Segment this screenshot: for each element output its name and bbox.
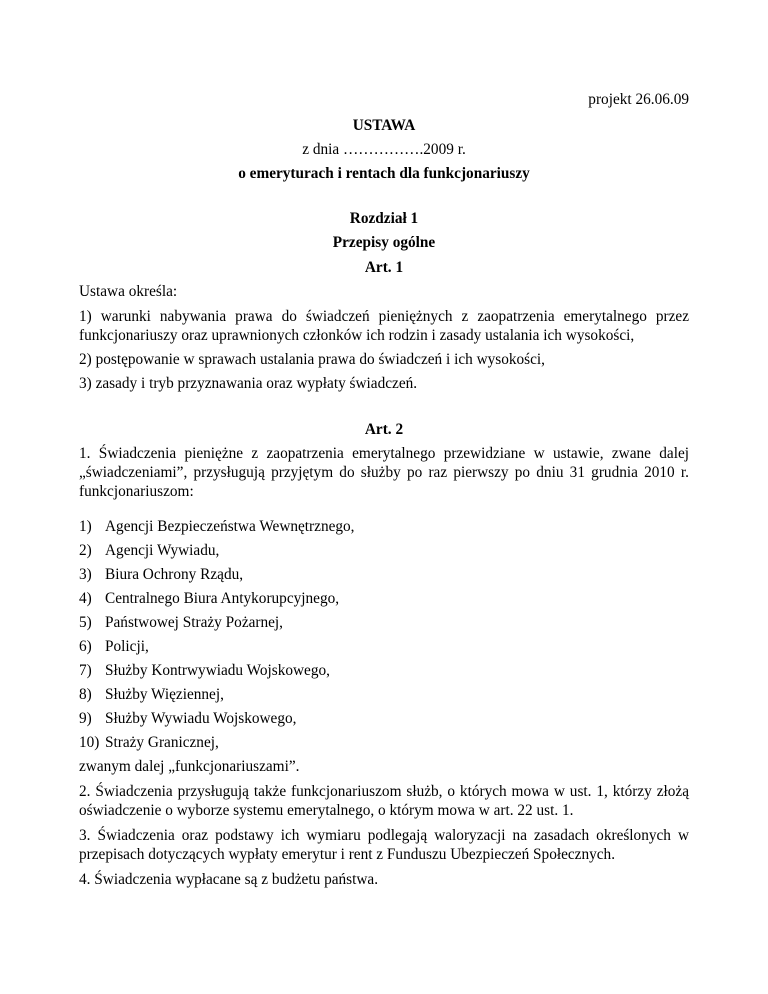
art2-list-item	[79, 733, 689, 752]
art2-paragraph-4: 4. Świadczenia wypłacane są z budżetu państwa.	[79, 871, 379, 888]
date-line: z dnia …………….2009 r.	[302, 141, 466, 158]
list-item-text: Agencji Wywiadu,	[105, 542, 220, 559]
chapter-subtitle: Przepisy ogólne	[332, 234, 436, 251]
act-subject: o emeryturach i rentach dla funkcjonariuszy	[238, 165, 530, 182]
list-item-text: Służby Kontrwywiadu Wojskowego,	[105, 662, 330, 679]
list-item-text: Służby Więziennej,	[105, 686, 224, 703]
art1-intro: Ustawa określa:	[79, 283, 178, 300]
art2-list-item	[79, 517, 689, 536]
art2-list-item	[79, 661, 689, 680]
art2-paragraph-3: 3. Świadczenia oraz podstawy ich wymiaru podlegają waloryzacji na zasadach określonych w przepisach dotyczących wypłaty emerytur i rent z Funduszu Ubezpieczeń Społecznych.	[79, 827, 689, 863]
list-item-number: 9)	[79, 710, 92, 727]
chapter-title: Rozdział 1	[349, 210, 419, 227]
art2-list-item	[79, 637, 689, 656]
list-item-number: 3)	[79, 566, 92, 583]
doc-type-title: USTAWA	[352, 117, 416, 134]
list-item-text: Państwowej Straży Pożarnej,	[105, 614, 283, 631]
list-item-text: Biura Ochrony Rządu,	[105, 566, 244, 583]
art2-list-item	[79, 685, 689, 704]
art2-paragraph-2: 2. Świadczenia przysługują także funkcjonariuszom służb, o których mowa w ust. 1, którzy złożą oświadczenie o wyborze systemu emerytalnego, o którym mowa w art. 22 ust. 1.	[79, 783, 689, 819]
list-item-number: 4)	[79, 590, 92, 607]
art2-list-item	[79, 709, 689, 728]
art1-item: 3) zasady i tryb przyznawania oraz wypłaty świadczeń.	[79, 375, 418, 392]
art1-item: 1) warunki nabywania prawa do świadczeń pieniężnych z zaopatrzenia emerytalnego przez funkcjonariuszy oraz uprawnionych członków ich rodzin i zasady ustalania ich wysokości,	[79, 308, 689, 344]
list-item-text: Policji,	[105, 638, 149, 655]
project-date: projekt 26.06.09	[588, 91, 689, 108]
list-item-number: 1)	[79, 518, 92, 535]
art2-list-item	[79, 541, 689, 560]
list-item-number: 2)	[79, 542, 92, 559]
list-item-text: Służby Wywiadu Wojskowego,	[105, 710, 297, 727]
list-item-number: 5)	[79, 614, 92, 631]
list-item-text: Straży Granicznej,	[105, 734, 219, 751]
art2-list-item	[79, 565, 689, 584]
list-item-number: 8)	[79, 686, 92, 703]
art2-closing: zwanym dalej „funkcjonariuszami”.	[79, 758, 300, 775]
art2-list-item	[79, 589, 689, 608]
art2-heading: Art. 2	[364, 421, 404, 438]
art1-heading: Art. 1	[364, 259, 404, 276]
list-item-number: 10)	[79, 734, 100, 751]
art1-item: 2) postępowanie w sprawach ustalania prawa do świadczeń i ich wysokości,	[79, 351, 545, 368]
art2-list-item	[79, 613, 689, 632]
list-item-number: 7)	[79, 662, 92, 679]
list-item-number: 6)	[79, 638, 92, 655]
list-item-text: Agencji Bezpieczeństwa Wewnętrznego,	[105, 518, 355, 535]
list-item-text: Centralnego Biura Antykorupcyjnego,	[105, 590, 340, 607]
art2-paragraph-1: 1. Świadczenia pieniężne z zaopatrzenia emerytalnego przewidziane w ustawie, zwane dalej „świadczeniami”, przysługują przyjętym do służby po raz pierwszy po dniu 31 grudnia 2010 r. funkcjonariuszom:	[79, 445, 689, 500]
